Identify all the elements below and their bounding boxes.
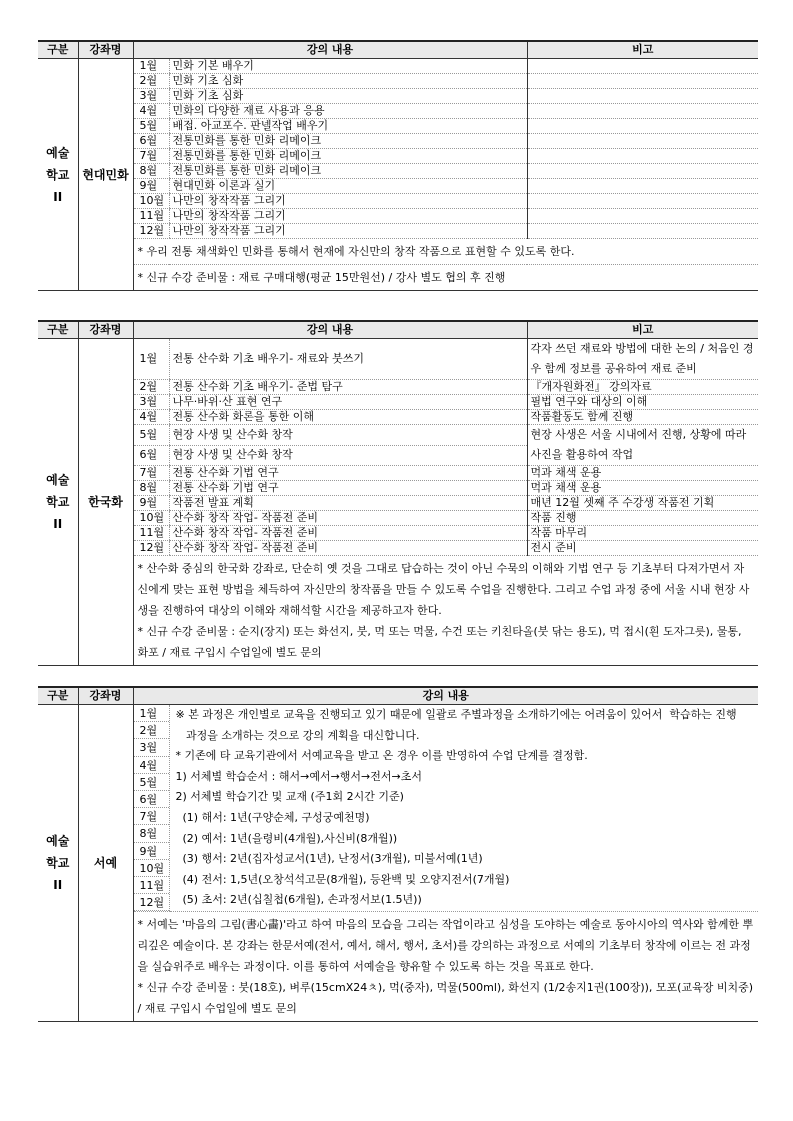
category-cell: 예술 학교 II [38,705,78,1022]
month-cell: 6월 [133,445,169,466]
description-line: 1) 서체별 학습순서 : 해서→예서→행서→전서→초서 [175,769,422,783]
note-row [38,239,758,265]
content-cell: 나만의 창작작품 그리기 [169,194,527,209]
header-content: 강의 내용 [133,321,527,339]
table-row [38,526,758,541]
month-cell: 6월 [133,134,169,149]
table-row [38,339,758,380]
month-cell: 1월 [133,59,169,74]
description-line: * 기존에 타 교육기관에서 서예교육을 받고 온 경우 이를 반영하여 수업 단계를 결정함. [175,749,588,763]
remark-cell: 각자 쓰던 재료와 방법에 대한 논의 / 처음인 경우 함께 정보를 공유하여 재료 준비 [527,339,758,380]
month-cell: 3월 [134,739,169,756]
month-cell: 4월 [133,104,169,119]
note-row [38,912,758,1022]
course-cell: 서예 [78,705,133,1022]
description-line: (5) 초서: 2년(십칠첩(6개월), 손과정서보(1.5년)) [175,893,422,907]
header-content: 강의 내용 [133,687,758,705]
content-cell: 현대민화 이론과 실기 [169,179,527,194]
course-cell: 한국화 [78,339,133,666]
table-row [38,224,758,239]
remark-cell: 전시 준비 [527,541,758,556]
description-line: 과정을 소개하는 것으로 강의 계획을 대신합니다. [175,728,420,742]
month-cell: 8월 [134,825,169,842]
header-course: 강좌명 [78,41,133,59]
month-cell: 8월 [133,164,169,179]
month-cell: 4월 [133,410,169,425]
content-cell: 산수화 창작 작업- 작품전 준비 [169,511,527,526]
table-row [38,395,758,410]
remark-cell [527,89,758,104]
content-cell: 민화 기초 심화 [169,89,527,104]
remark-cell: 먹과 채색 운용 [527,481,758,496]
table-calligraphy [38,686,758,1022]
remark-cell: 작품 진행 [527,511,758,526]
content-cell: 전통민화를 통한 민화 리메이크 [169,149,527,164]
month-cell: 11월 [134,877,169,894]
remark-cell [527,164,758,179]
table-row [38,466,758,481]
remark-cell [527,209,758,224]
header-category: 구분 [38,321,78,339]
month-cell: 2월 [133,74,169,89]
remark-cell: 먹과 채색 운용 [527,466,758,481]
description-line: 2) 서체별 학습기간 및 교재 (주1회 2시간 기준) [175,790,404,804]
table-row [38,194,758,209]
month-cell: 12월 [133,224,169,239]
note-row [38,265,758,291]
month-cell: 7월 [133,149,169,164]
month-cell: 11월 [133,526,169,541]
remark-cell [527,179,758,194]
content-cell: 작품전 발표 계획 [169,496,527,511]
content-cell: 전통 산수화 화론을 통한 이해 [169,410,527,425]
remark-cell: 매년 12월 셋째 주 수강생 작품전 기획 [527,496,758,511]
description-line: (1) 해서: 1년(구양순체, 구성궁예천명) [175,810,370,824]
month-cell: 11월 [133,209,169,224]
content-cell: 나만의 창작작품 그리기 [169,209,527,224]
month-cell: 8월 [133,481,169,496]
table-row [38,496,758,511]
category-cell: 예술 학교 II [38,339,78,666]
month-column [133,705,169,912]
content-cell: 전통 산수화 기초 배우기- 재료와 붓쓰기 [169,339,527,380]
month-cell: 1월 [133,339,169,380]
remark-cell [527,104,758,119]
notes-cell [133,912,758,1022]
content-cell: 민화의 다양한 재료 사용과 응용 [169,104,527,119]
remark-cell: 작품활동도 함께 진행 [527,410,758,425]
month-cell: 12월 [133,541,169,556]
month-cell: 5월 [133,119,169,134]
month-cell: 9월 [134,843,169,860]
remark-cell: 현장 사생은 서울 시내에서 진행, 상황에 따라 사진을 활용하여 작업 [527,425,758,466]
content-cell: 배접. 아교포수. 판넬작업 배우기 [169,119,527,134]
remark-cell [527,224,758,239]
content-cell: 전통 산수화 기법 연구 [169,481,527,496]
note-text: * 우리 전통 채색화인 민화를 통해서 현재에 자신만의 창작 작품으로 표현할 수 있도록 한다. [133,239,758,265]
table-row [38,209,758,224]
content-cell: 나만의 창작작품 그리기 [169,224,527,239]
content-cell: 산수화 창작 작업- 작품전 준비 [169,526,527,541]
table-row [38,59,758,74]
note-text: * 신규 수강 준비물 : 순지(장지) 또는 화선지, 붓, 먹 또는 먹물, 수건 또는 키친타올(붓 닦는 용도), 먹 접시(흰 도자그릇), 물통, 화포 / 재료 구입시 수업일에 별도 문의 [137,625,742,659]
table-row [38,104,758,119]
description-cell [169,705,758,912]
remark-cell: 필법 연구와 대상의 이해 [527,395,758,410]
month-cell: 4월 [134,757,169,774]
note-row [38,556,758,666]
table-row [38,134,758,149]
table-row [38,410,758,425]
content-cell: 민화 기본 배우기 [169,59,527,74]
note-text: * 서예는 '마음의 그림(書心畵)'라고 하여 마음의 모습을 그리는 작업이라고 심성을 도야하는 예술로 동아시아의 역사와 함께한 뿌리깊은 예술이다. 본 강좌는 한문서예(전서, 예서, 해서, 행서, 초서)를 강의하는 과정으로 서예의 기초부터 창작에 이르는 전 과정을 실습위주로 배우는 과정이다. 이를 통하여 서예술을 향유할 수 있도록 하는 것을 목표로 한다. [137,918,754,974]
remark-cell [527,59,758,74]
notes-cell [133,556,758,666]
remark-cell: 『개자원화전』 강의자료 [527,380,758,395]
month-cell: 5월 [133,425,169,446]
table-korean-painting [38,320,758,666]
table-row [38,119,758,134]
month-cell: 6월 [134,791,169,808]
month-cell: 12월 [134,894,169,911]
month-cell: 7월 [134,808,169,825]
month-cell: 2월 [134,722,169,739]
content-cell: 현장 사생 및 산수화 창작 [169,425,527,446]
table-row [38,481,758,496]
header-category: 구분 [38,41,78,59]
table-row [38,149,758,164]
month-cell: 10월 [133,511,169,526]
remark-cell [527,149,758,164]
content-cell: 전통민화를 통한 민화 리메이크 [169,134,527,149]
description-line: (4) 전서: 1,5년(오창석석고문(8개월), 등완백 및 오양지전서(7개월) [175,872,510,886]
month-cell: 3월 [133,395,169,410]
note-text: * 신규 수강 준비물 : 붓(18호), 벼루(15cmX24ㅊ), 먹(중자), 먹물(500ml), 화선지 (1/2송지1권(100장)), 모포(교육장 비치중) / 재료 구입시 수업일에 별도 문의 [137,981,754,1016]
table-minhwa [38,40,758,291]
remark-cell [527,119,758,134]
content-cell: 전통 산수화 기초 배우기- 준법 탐구 [169,380,527,395]
description-line: (3) 행서: 2년(집자성교서(1년), 난정서(3개월), 미불서예(1년) [175,852,483,866]
month-cell: 7월 [133,466,169,481]
header-remarks: 비고 [527,41,758,59]
category-cell: 예술 학교 II [38,59,78,291]
content-cell: 나무·바위·산 표현 연구 [169,395,527,410]
content-cell: 전통 산수화 기법 연구 [169,466,527,481]
month-cell: 10월 [133,194,169,209]
header-course: 강좌명 [78,687,133,705]
description-line: (2) 예서: 1년(을령비(4개월),사신비(8개월)) [175,831,398,845]
table-row [38,380,758,395]
month-cell: 1월 [134,705,169,722]
table-row [38,425,758,446]
content-cell: 전통민화를 통한 민화 리메이크 [169,164,527,179]
month-cell: 5월 [134,774,169,791]
content-cell: 민화 기초 심화 [169,74,527,89]
table-row [38,511,758,526]
month-cell: 3월 [133,89,169,104]
remark-cell [527,194,758,209]
remark-cell: 작품 마무리 [527,526,758,541]
course-cell: 현대민화 [78,59,133,291]
header-content: 강의 내용 [133,41,527,59]
table-row [38,541,758,556]
remark-cell [527,134,758,149]
month-cell: 10월 [134,860,169,877]
month-cell: 2월 [133,380,169,395]
remark-cell [527,74,758,89]
table-row [38,179,758,194]
description-line: ※ 본 과정은 개인별로 교육을 진행되고 있기 때문에 일괄로 주별과정을 소개하기에는 어려움이 있어서 학습하는 진행 [175,708,737,721]
header-category: 구분 [38,687,78,705]
table-row [38,705,758,912]
table-row [38,74,758,89]
note-text: * 신규 수강 준비물 : 재료 구매대행(평균 15만원선) / 강사 별도 협의 후 진행 [133,265,758,291]
table-row [38,164,758,179]
note-text: * 산수화 중심의 한국화 강좌로, 단순히 옛 것을 그대로 답습하는 것이 아닌 수묵의 이해와 기법 연구 등 기초부터 다져가면서 자신에게 맞는 표현 방법을 체득하여 자신만의 창작품을 만들 수 있도록 수업을 진행한다. 그리고 수업 과정 중에 서울 시내 현장 사생을 진행하여 대상의 이해와 재해석할 시간을 제공하고자 한다. [137,562,750,617]
table-row [38,89,758,104]
month-cell: 9월 [133,179,169,194]
header-remarks: 비고 [527,321,758,339]
content-cell: 현장 사생 및 산수화 창작 [169,445,527,466]
header-course: 강좌명 [78,321,133,339]
month-cell: 9월 [133,496,169,511]
content-cell: 산수화 창작 작업- 작품전 준비 [169,541,527,556]
